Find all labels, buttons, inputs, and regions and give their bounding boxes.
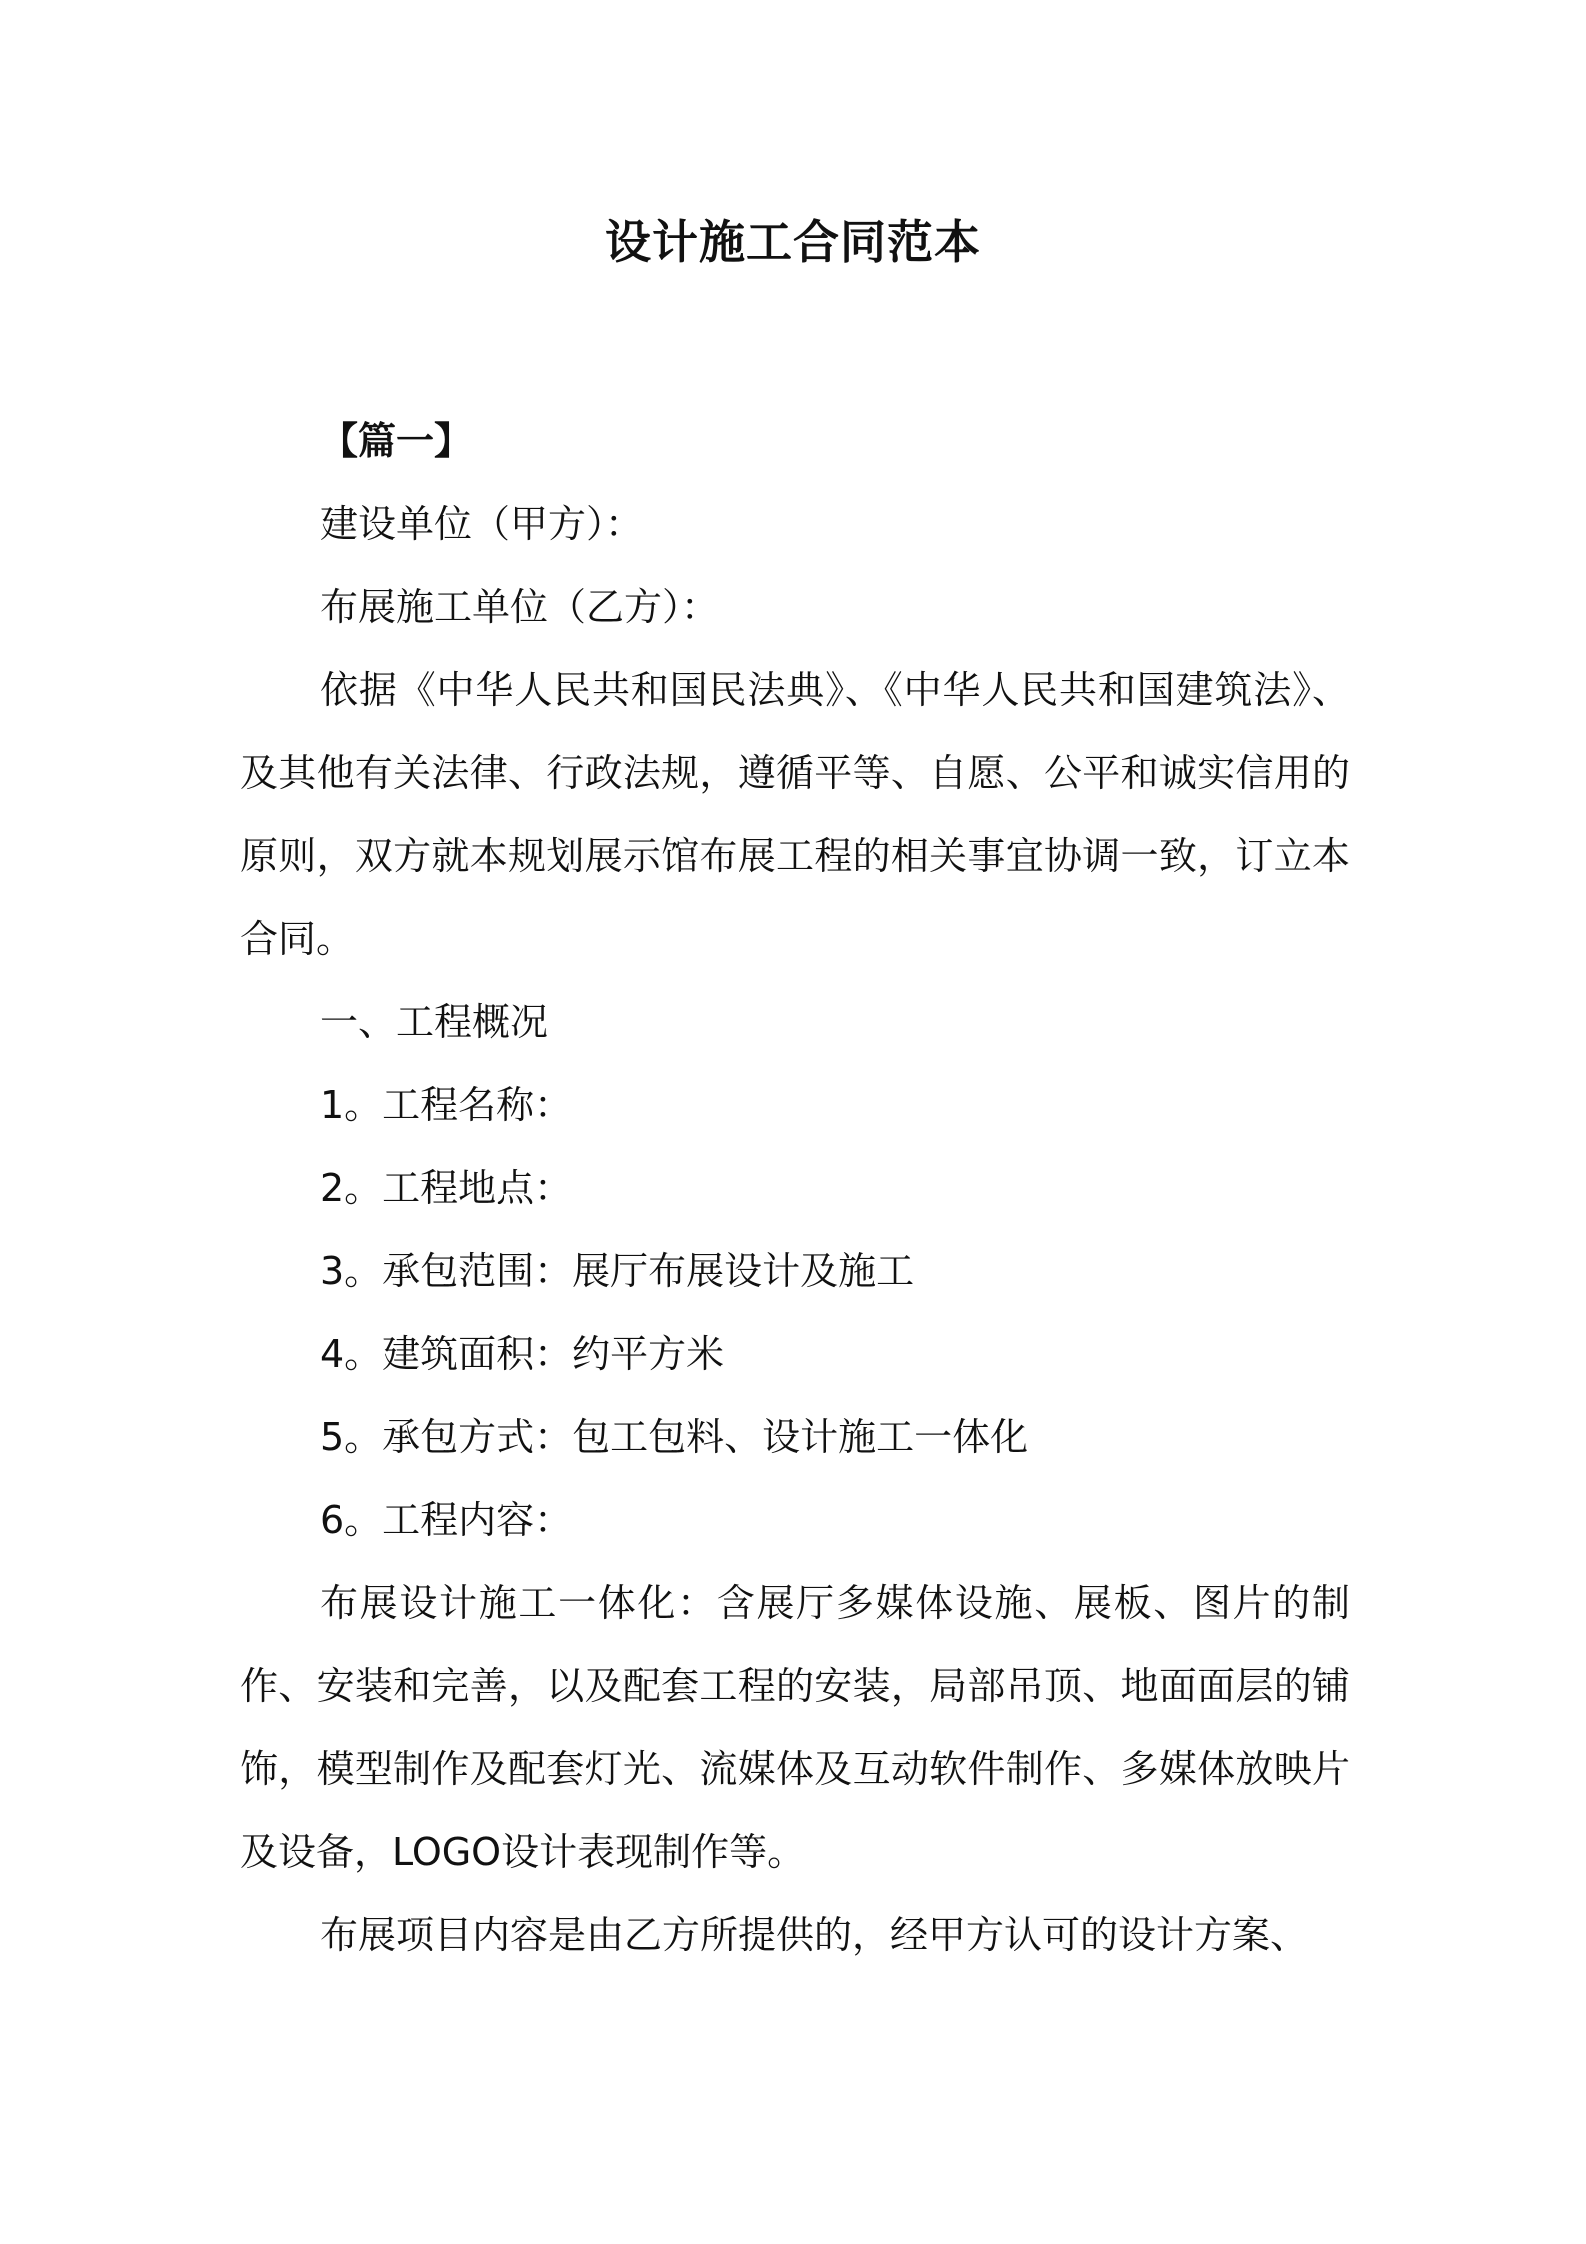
article-heading: 一、工程概况	[320, 1000, 549, 1044]
party-b-line: 布展施工单位（乙方）：	[320, 585, 720, 629]
document-title: 设计施工合同范本	[605, 215, 981, 269]
project-location-item: 2。工程地点：	[320, 1166, 573, 1210]
contract-method-item: 5。承包方式：包工包料、设计施工一体化	[320, 1415, 1029, 1459]
building-area-item: 4。建筑面积：约平方米	[320, 1332, 725, 1376]
scope-detail-paragraph: 布展设计施工一体化：含展厅多媒体设施、展板、图片的制作、安装和完善，以及配套工程的安装，局部吊顶、地面面层的铺饰，模型制作及配套灯光、流媒体及互动软件制作、多媒体放映片及设备，LOGO设计表现制作等。	[240, 1581, 1350, 1874]
document-body	[240, 400, 1350, 1977]
project-name-item: 1。工程名称：	[320, 1083, 573, 1127]
project-content-paragraph: 布展项目内容是由乙方所提供的，经甲方认可的设计方案、	[320, 1913, 1309, 1957]
project-content-item: 6。工程内容：	[320, 1498, 573, 1542]
contract-scope-item: 3。承包范围：展厅布展设计及施工	[320, 1249, 915, 1293]
preamble-paragraph: 依据《中华人民共和国民法典》、《中华人民共和国建筑法》、及其他有关法律、行政法规，遵循平等、自愿、公平和诚实信用的原则，双方就本规划展示馆布展工程的相关事宜协调一致，订立本合同。	[240, 668, 1350, 961]
section-heading: 【篇一】	[320, 419, 473, 463]
party-a-line: 建设单位（甲方）：	[320, 502, 644, 546]
